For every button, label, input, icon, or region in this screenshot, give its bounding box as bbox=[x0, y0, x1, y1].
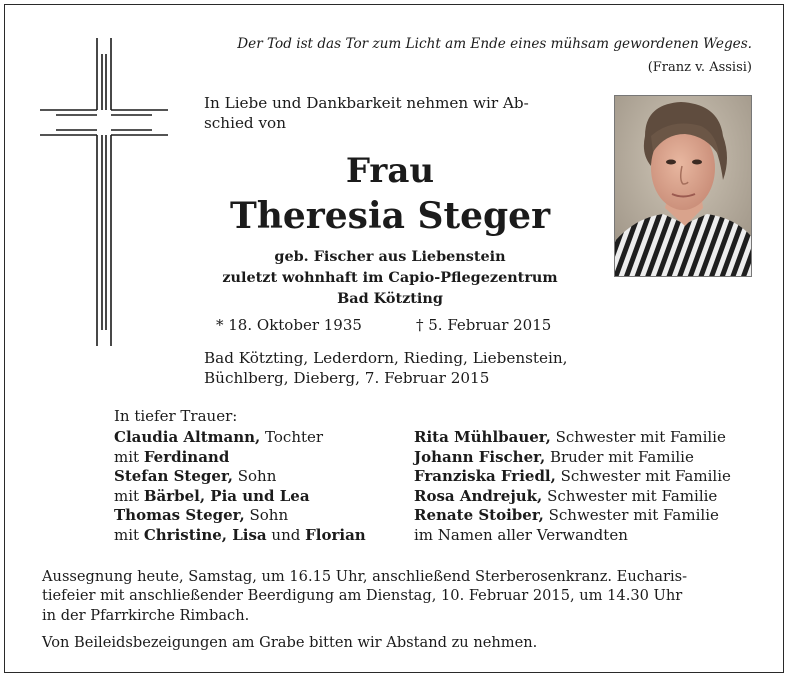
place-line: Büchlberg, Dieberg, 7. Februar 2015 bbox=[204, 369, 490, 387]
intro-line: schied von bbox=[204, 114, 286, 132]
mourner-entry: Rosa Andrejuk, Schwester mit Familie bbox=[414, 486, 718, 505]
motto-quote: Der Tod ist das Tor zum Licht am Ende eines mühsam gewordenen Weges. bbox=[237, 36, 752, 52]
maiden-name: geb. Fischer aus Liebenstein bbox=[274, 248, 506, 265]
notice-line: in der Pfarrkirche Rimbach. bbox=[42, 606, 250, 624]
notice-line: Aussegnung heute, Samstag, um 16.15 Uhr, anschließend Sterberosenkranz. Eucharis- bbox=[42, 568, 688, 585]
mourners-right bbox=[414, 428, 731, 546]
place-line: Bad Kötzting, Lederdorn, Rieding, Liebenstein, bbox=[204, 349, 568, 367]
death-date: † 5. Februar 2015 bbox=[416, 316, 552, 334]
funeral-notice bbox=[42, 567, 754, 653]
residence-line: zuletzt wohnhaft im Capio-Pflegezentrum bbox=[222, 269, 558, 286]
cross-icon bbox=[40, 38, 168, 348]
mourners-left bbox=[114, 428, 366, 546]
mourner-entry: mit Bärbel, Pia und Lea bbox=[114, 486, 310, 505]
condolence-note: Von Beileidsbezeigungen am Grabe bitten wir Abstand zu nehmen. bbox=[42, 634, 538, 652]
mourner-entry: Renate Stoiber, Schwester mit Familie bbox=[414, 506, 719, 525]
place-date bbox=[204, 348, 634, 388]
deceased-details bbox=[190, 246, 590, 309]
mourner-entry: Thomas Steger, Sohn bbox=[114, 506, 289, 525]
deceased-name: Theresia Steger bbox=[229, 195, 551, 237]
mourner-entry: im Namen aller Verwandten bbox=[414, 525, 628, 544]
mourner-entry: mit Christine, Lisa und Florian bbox=[114, 525, 366, 544]
intro-line: In Liebe und Dankbarkeit nehmen wir Ab- bbox=[204, 94, 529, 112]
motto-source: (Franz v. Assisi) bbox=[647, 60, 752, 75]
residence-line: Bad Kötzting bbox=[337, 290, 443, 307]
mourner-entry: Franziska Friedl, Schwester mit Familie bbox=[414, 467, 731, 486]
intro-text bbox=[204, 93, 584, 133]
mourner-entry: Rita Mühlbauer, Schwester mit Familie bbox=[414, 428, 726, 446]
mourner-entry: mit Ferdinand bbox=[114, 447, 230, 466]
portrait-photo bbox=[614, 95, 752, 277]
mourner-entry: Stefan Steger, Sohn bbox=[114, 467, 277, 486]
deceased-title: Frau bbox=[345, 151, 435, 191]
birth-date: * 18. Oktober 1935 bbox=[216, 316, 362, 334]
notice-line: tiefeier mit anschließender Beerdigung am Dienstag, 10. Februar 2015, um 14.30 Uhr bbox=[42, 587, 683, 605]
mourner-entry: Johann Fischer, Bruder mit Familie bbox=[414, 447, 694, 466]
mourning-label: In tiefer Trauer: bbox=[114, 407, 238, 425]
mourner-entry: Claudia Altmann, Tochter bbox=[114, 428, 324, 446]
